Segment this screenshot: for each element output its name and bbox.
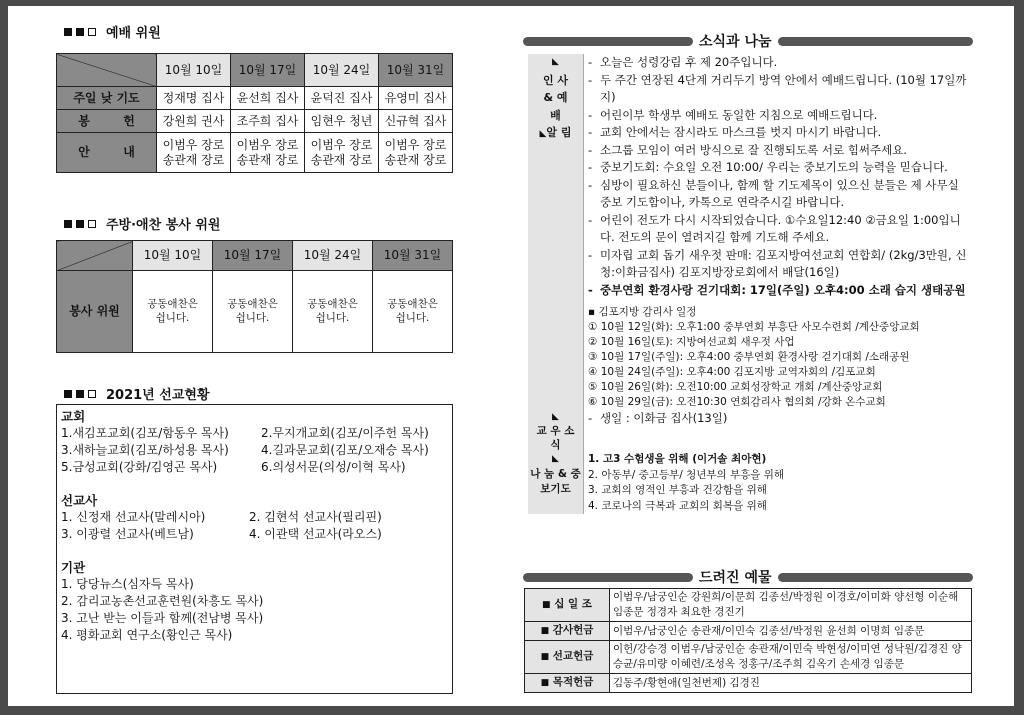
worship-heading: 예배 위원 (64, 22, 161, 41)
section-title: 교회 (61, 409, 86, 424)
news-section (528, 54, 968, 514)
table-cell: 강원희 권사 (157, 110, 231, 133)
table-cell: 공동애찬은 쉽니다. (293, 271, 373, 353)
section-title: 기관 (61, 560, 86, 575)
news-item: 교회 안에서는 잠시라도 마스크를 벗지 마시기 바랍니다. (600, 125, 882, 139)
section-title: 선교사 (61, 493, 98, 508)
news-item: 미자립 교회 돕기 새우젓 판매: 김포지방여선교회 연합회/ (2kg/3만원, 신청:이화금집사) 김포지방장로회에서 배달(16일) (600, 247, 967, 279)
greeting-block: ◣ 인 사 & 예 배 - 오늘은 성령강림 후 제 20주입니다. - 두 주간 연장된 4단계 거리두기 방역 안에서 예배드립니다. (10월 17일까지) - 어린이부 학생부 예배도 동일한 지침으로 예배드립니다. (528, 54, 968, 124)
prayer-item: 3. 교회의 영적인 부흥과 건강함을 위해 (588, 484, 767, 496)
date-header: 10월 24일 (305, 54, 379, 87)
date-header: 10월 10일 (133, 241, 213, 271)
table-cell: 유영미 집사 (379, 87, 453, 110)
member-block: ◣ 교 우 소 식 - 생일 : 이화금 집사(13일) (528, 410, 968, 452)
notice-label: ◣알 림 (528, 124, 584, 410)
list-item: 4. 평화교회 연구소(황인근 목사) (61, 628, 233, 642)
mission-heading: 2021년 선교현황 (64, 384, 210, 403)
role-label: 주일 낮 기도 (57, 87, 157, 110)
table-cell: 신규혁 집사 (379, 110, 453, 133)
date-header: 10월 10일 (157, 54, 231, 87)
offering-label: 감사헌금 (552, 624, 594, 636)
news-item: 오늘은 성령강림 후 제 20주입니다. (600, 55, 778, 69)
news-item: 어린이 전도가 다시 시작되었습니다. ①수요일12:40 ②금요일 1:00입니다. 전도의 문이 열려지길 함께 기도해 주세요. (600, 212, 961, 244)
news-titlebar (523, 33, 973, 49)
news-item: 심방이 필요하신 분들이나, 함께 할 기도제목이 있으신 분들은 제 사무실 중보 기도함이나, 카톡으로 연락주시길 바랍니다. (600, 177, 959, 209)
offering-names: 김동주/황현애(일천번제) 김경진 (610, 674, 972, 693)
offering-names: 이헌/강승경 이범우/남궁인순 송관재/이민숙 박현성/이미연 성낙원/김경진 양승균/유미량 이혜련/조성옥 정홍구/조주희 김옥기 손세경 임종문 (610, 641, 972, 674)
offering-titlebar (523, 569, 973, 585)
mission-box (56, 404, 453, 694)
table-cell: 조주희 집사 (231, 110, 305, 133)
offering-names: 이범우/남궁인순 강원희/이문희 김종선/박정원 이경호/이미화 양선형 이순해 임종문 정경자 최요한 경진기 (610, 589, 972, 622)
offering-title: 드려진 예물 (699, 570, 772, 586)
kitchen-table (56, 240, 453, 353)
role-label: 봉사 위원 (57, 271, 133, 353)
prayer-item: 2. 아동부/ 중고등부/ 청년부의 부흥을 위해 (588, 468, 785, 481)
news-item: 중부연회 환경사랑 걷기대회: 17일(주일) 오후4:00 소래 습지 생태공원 (600, 282, 966, 297)
table-cell: 정재명 집사 (157, 87, 231, 110)
news-item: 어린이부 학생부 예배도 동일한 지침으로 예배드립니다. (600, 107, 878, 122)
date-header: 10월 31일 (379, 54, 453, 87)
bulletin-page (8, 6, 1014, 706)
list-item: 1. 신정재 선교사(말레시아) (61, 510, 206, 524)
schedule-title: ▪ 김포지방 감리사 일정 (588, 306, 697, 318)
list-item: 2.무지개교회(김포/이주헌 목사) (261, 426, 429, 440)
prayer-item: 1. 고3 수험생을 위해 (이거솔 최아현) (588, 453, 767, 465)
schedule-item: ① 10월 12일(화): 오후1:00 중부연회 부흥단 사모수련회 /계산중앙교회 (588, 321, 920, 333)
table-cell: 윤선희 집사 (231, 87, 305, 110)
table-cell: 윤덕진 집사 (305, 87, 379, 110)
list-item: 2. 감리교농촌선교훈련원(차흥도 목사) (61, 594, 264, 608)
table-cell: 이범우 장로 송관재 장로 (231, 133, 305, 173)
list-item: 3. 고난 받는 이들과 함께(전남병 목사) (61, 611, 264, 625)
table-cell: 이범우 장로 송관재 장로 (157, 133, 231, 173)
table-cell: 이범우 장로 송관재 장로 (379, 133, 453, 173)
table-cell: 공동애찬은 쉽니다. (133, 271, 213, 353)
schedule-item: ② 10월 16일(토): 지방여선교회 새우젓 사업 (588, 336, 795, 348)
list-item: 4.길과문교회(김포/오재승 목사) (261, 443, 429, 457)
schedule-item: ⑥ 10월 29일(금): 오전10:30 연회감리사 협의회 /강화 온수교회 (588, 396, 886, 408)
prayer-label: ◣ 나 눔 & 중보기도 (528, 452, 584, 514)
list-item: 3. 이광렬 선교사(베트남) (61, 527, 194, 541)
kitchen-heading: 주방·애찬 봉사 위원 (64, 214, 220, 233)
notice-block: ◣알 림 - 교회 안에서는 잠시라도 마스크를 벗지 마시기 바랍니다. - 소그룹 모임이 여러 방식으로 잘 진행되도록 서로 힘써주세요. - 중보기도회: 수요일 오전 10:00/ 우리는 중보기도의 능력을 믿습니다. - 심방이 필요하신 분들이나, 함께 할 기도제목이 있으신 분들은 제 사무실 중보 기도함이나, 카톡으로 연락주시길 바랍니다. - 어린이 전도가 다시 시작되었습니다. ①수요일12:40 ②금요일 1:00입니다. 전도의 문이 열려지길 함께 기도해 주세요. - 미자립 교회 돕기 새우젓 판매: 김포지방여선교회 연합회/ (2kg/3만원, 신청:이화금집사) 김포지방장로회에서 배달(16일) - 중부연회 환경사랑 걷기대회: 17일(주일) 오후4:00 소래 습지 생태공원 ▪ 김포지방 감리사 일정 ① 10월 12일(화): 오후1:00 중부연회 부흥단 사모수련회 /계산중앙교회 ② 10월 16일(토): 지방여선교회 새우젓 사업 ③ 10월 17일(주일): 오후4:00 중부연회 환경사랑 걷기대회 /소래공원 ④ 10월 24일(주일): 오후4:00 김포지방 교역자회의 /김포교회 ⑤ 10월 26일(화): 오전10:00 교회성장학교 개회 /계산중앙교회 ⑥ 10월 29일(금): 오전10:30 연회감리사 협의회 /강화 온수교회 (528, 124, 968, 410)
date-header: 10월 31일 (373, 241, 453, 271)
offering-label: 목적헌금 (552, 676, 594, 688)
worship-table (56, 53, 453, 173)
prayer-item: 4. 코로나의 극복과 교회의 회복을 위해 (588, 499, 767, 512)
schedule-list (588, 305, 968, 410)
news-title: 소식과 나눔 (699, 34, 772, 50)
date-header: 10월 17일 (231, 54, 305, 87)
role-label: 봉 헌 (57, 110, 157, 133)
table-cell: 공동애찬은 쉽니다. (373, 271, 453, 353)
greeting-label: ◣ 인 사 & 예 배 (528, 54, 584, 124)
table-cell: 이범우 장로 송관재 장로 (305, 133, 379, 173)
list-item: 1.새김포교회(김포/함동우 목사) (61, 426, 229, 440)
role-label: 안 내 (57, 133, 157, 173)
news-item: 중보기도회: 수요일 오전 10:00/ 우리는 중보기도의 능력을 믿습니다. (600, 160, 948, 174)
news-item: 소그룹 모임이 여러 방식으로 잘 진행되도록 서로 힘써주세요. (600, 142, 907, 157)
news-item: 두 주간 연장된 4단계 거리두기 방역 안에서 예배드립니다. (10월 17일까지) (600, 72, 967, 104)
offering-table: ■ 십 일 조 이범우/남궁인순 강원희/이문희 김종선/박정원 이경호/이미화 양선형 이순해 임종문 정경자 최요한 경진기 ■ 감사헌금 이범우/남궁인순 송관재/이민숙 김종선/박정원 윤선희 이명희 임종문 ■ 선교헌금 이헌/강승경 이범우/남궁인순 송관재/이민숙 박현성/이미연 성낙원/김경진 양승균/유미량 이혜련/조성옥 정홍구/조주희 김옥기 손세경 임종문 ■ 목적헌금 김동주/황현애(일천번제) 김경진 (524, 588, 972, 693)
list-item: 1. 당당뉴스(심자득 목사) (61, 577, 194, 591)
schedule-item: ③ 10월 17일(주일): 오후4:00 중부연회 환경사랑 걷기대회 /소래공원 (588, 351, 910, 363)
member-label: ◣ 교 우 소 식 (528, 410, 584, 452)
offering-label: 선교헌금 (552, 650, 594, 662)
list-item: 6.의성서문(의성/이혁 목사) (261, 460, 406, 474)
list-item: 3.새하늘교회(김포/하성용 목사) (61, 443, 229, 457)
offering-label: 십 일 조 (554, 598, 592, 610)
schedule-item: ⑤ 10월 26일(화): 오전10:00 교회성장학교 개회 /계산중앙교회 (588, 381, 883, 393)
news-item: 생일 : 이화금 집사(13일) (600, 411, 728, 425)
list-item: 5.금성교회(강화/김영곤 목사) (61, 460, 218, 474)
offering-names: 이범우/남궁인순 송관재/이민숙 김종선/박정원 윤선희 이명희 임종문 (610, 622, 972, 641)
date-header: 10월 24일 (293, 241, 373, 271)
schedule-item: ④ 10월 24일(주일): 오후4:00 김포지방 교역자회의 /김포교회 (588, 366, 876, 378)
date-header: 10월 17일 (213, 241, 293, 271)
list-item: 2. 김현석 선교사(필리핀) (249, 510, 382, 524)
table-cell: 임현우 청년 (305, 110, 379, 133)
table-cell: 공동애찬은 쉽니다. (213, 271, 293, 353)
list-item: 4. 이관택 선교사(라오스) (249, 527, 382, 541)
prayer-block (528, 452, 968, 514)
